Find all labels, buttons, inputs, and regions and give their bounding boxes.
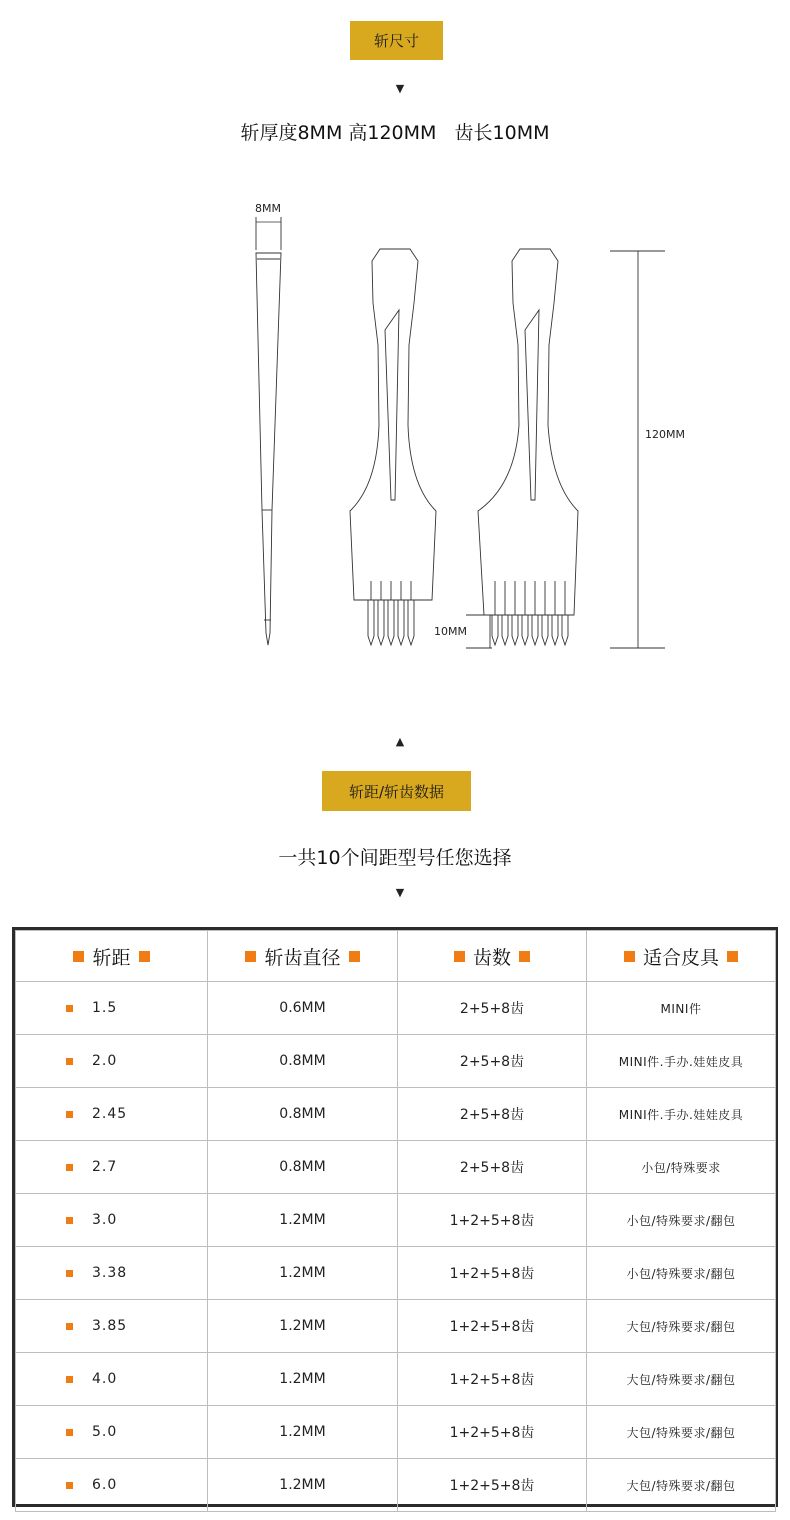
header-use: 适合皮具 <box>587 931 776 982</box>
table-row <box>16 1300 776 1353</box>
teeth-value: 2+5+8齿 <box>398 1141 587 1194</box>
use-value: 大包/特殊要求/翻包 <box>587 1406 776 1459</box>
section-badge-size-label: 斩尺寸 <box>373 32 419 50</box>
diameter-value: 1.2MM <box>208 1406 398 1459</box>
use-value: 小包/特殊要求/翻包 <box>587 1247 776 1300</box>
teeth-value: 2+5+8齿 <box>398 1035 587 1088</box>
bullet-square-icon <box>66 1111 73 1118</box>
spacing-value: 6.0 <box>92 1477 118 1493</box>
header-spacing: 斩距 <box>16 931 208 982</box>
bullet-square-icon <box>73 951 84 962</box>
bullet-square-icon <box>66 1376 73 1383</box>
bullet-square-icon <box>624 951 635 962</box>
teeth-value: 1+2+5+8齿 <box>398 1459 587 1512</box>
spacing-value: 5.0 <box>92 1424 118 1440</box>
use-value: 大包/特殊要求/翻包 <box>587 1459 776 1512</box>
teeth-value: 1+2+5+8齿 <box>398 1194 587 1247</box>
use-value: 大包/特殊要求/翻包 <box>587 1300 776 1353</box>
spacing-value: 3.38 <box>92 1265 128 1281</box>
table-row <box>16 1194 776 1247</box>
section-badge-size <box>350 21 443 60</box>
arrow-up-icon: ▲ <box>395 735 405 748</box>
use-value: MINI件 <box>587 982 776 1035</box>
spec-headline: 斩厚度8MM 高120MM 齿长10MM <box>240 122 550 144</box>
spacing-value: 2.45 <box>92 1106 128 1122</box>
table-row <box>16 1035 776 1088</box>
use-value: MINI件.手办.娃娃皮具 <box>587 1035 776 1088</box>
table-row <box>16 1088 776 1141</box>
header-diameter: 斩齿直径 <box>208 931 398 982</box>
spacing-value: 3.85 <box>92 1318 128 1334</box>
header-teeth: 齿数 <box>398 931 587 982</box>
spacing-value: 4.0 <box>92 1371 118 1387</box>
table-row <box>16 1459 776 1512</box>
diameter-value: 0.8MM <box>208 1035 398 1088</box>
diameter-value: 1.2MM <box>208 1353 398 1406</box>
bullet-square-icon <box>66 1482 73 1489</box>
bullet-square-icon <box>519 951 530 962</box>
spec-table <box>12 927 778 1507</box>
tool-dimension-drawing <box>0 195 790 665</box>
table-row <box>16 1406 776 1459</box>
teeth-value: 1+2+5+8齿 <box>398 1300 587 1353</box>
bullet-square-icon <box>66 1217 73 1224</box>
teeth-value: 2+5+8齿 <box>398 1088 587 1141</box>
section-badge-data <box>322 771 471 811</box>
bullet-square-icon <box>66 1058 73 1065</box>
table-header-row <box>16 931 776 982</box>
bullet-square-icon <box>727 951 738 962</box>
bullet-square-icon <box>66 1323 73 1330</box>
use-value: 小包/特殊要求/翻包 <box>587 1194 776 1247</box>
table-row <box>16 1353 776 1406</box>
bullet-square-icon <box>66 1429 73 1436</box>
use-value: MINI件.手办.娃娃皮具 <box>587 1088 776 1141</box>
teeth-value: 1+2+5+8齿 <box>398 1353 587 1406</box>
teeth-value: 2+5+8齿 <box>398 982 587 1035</box>
bullet-square-icon <box>66 1164 73 1171</box>
table-row <box>16 1247 776 1300</box>
bullet-square-icon <box>66 1270 73 1277</box>
spacing-value: 2.7 <box>92 1159 118 1175</box>
tooth-length-label: 10MM <box>434 625 467 638</box>
bullet-square-icon <box>245 951 256 962</box>
spacing-value: 2.0 <box>92 1053 118 1069</box>
thickness-label: 8MM <box>255 202 281 215</box>
bullet-square-icon <box>66 1005 73 1012</box>
diameter-value: 1.2MM <box>208 1247 398 1300</box>
diameter-value: 1.2MM <box>208 1194 398 1247</box>
data-subtitle: 一共10个间距型号任您选择 <box>278 847 512 869</box>
spacing-value: 1.5 <box>92 1000 118 1016</box>
arrow-down-icon: ▼ <box>395 82 405 95</box>
diameter-value: 0.8MM <box>208 1088 398 1141</box>
bullet-square-icon <box>349 951 360 962</box>
diameter-value: 1.2MM <box>208 1300 398 1353</box>
use-value: 大包/特殊要求/翻包 <box>587 1353 776 1406</box>
table-row <box>16 1141 776 1194</box>
arrow-down-icon: ▼ <box>395 886 405 899</box>
section-badge-data-label: 斩距/斩齿数据 <box>348 782 445 801</box>
diameter-value: 0.8MM <box>208 1141 398 1194</box>
table-row <box>16 982 776 1035</box>
diameter-value: 1.2MM <box>208 1459 398 1512</box>
bullet-square-icon <box>139 951 150 962</box>
bullet-square-icon <box>454 951 465 962</box>
diameter-value: 0.6MM <box>208 982 398 1035</box>
height-label: 120MM <box>645 428 685 441</box>
use-value: 小包/特殊要求 <box>587 1141 776 1194</box>
teeth-value: 1+2+5+8齿 <box>398 1247 587 1300</box>
teeth-value: 1+2+5+8齿 <box>398 1406 587 1459</box>
spacing-value: 3.0 <box>92 1212 118 1228</box>
